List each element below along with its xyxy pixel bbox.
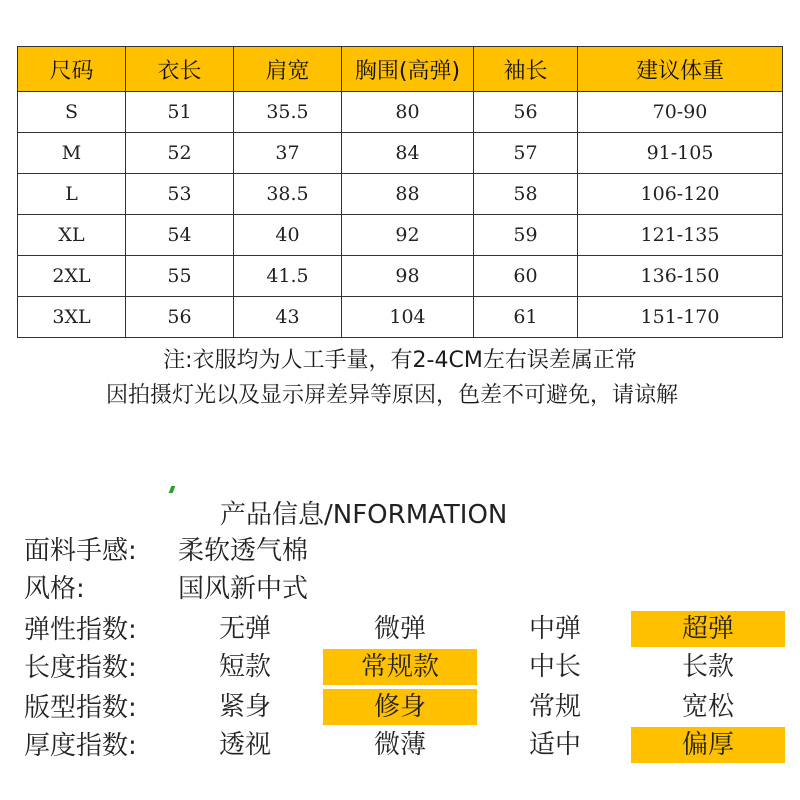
fit-option: 紧身 bbox=[218, 692, 271, 722]
header-length: 衣长 bbox=[126, 47, 234, 92]
cell-chest: 92 bbox=[342, 215, 474, 256]
style-value: 国风新中式 bbox=[178, 574, 309, 604]
elasticity-option: 微弹 bbox=[373, 614, 426, 644]
header-size: 尺码 bbox=[18, 47, 126, 92]
cell-weight: 136-150 bbox=[578, 256, 783, 297]
cell-sleeve: 59 bbox=[474, 215, 578, 256]
cell-shoulder: 41.5 bbox=[234, 256, 342, 297]
cell-length: 55 bbox=[126, 256, 234, 297]
cell-size: XL bbox=[18, 215, 126, 256]
table-row bbox=[18, 92, 783, 133]
length-option: 常规款 bbox=[323, 649, 477, 685]
elasticity-index-row bbox=[0, 611, 800, 649]
cell-shoulder: 37 bbox=[234, 133, 342, 174]
cell-length: 54 bbox=[126, 215, 234, 256]
elasticity-option: 中弹 bbox=[528, 614, 581, 644]
header-weight: 建议体重 bbox=[578, 47, 783, 92]
length-option: 长款 bbox=[681, 652, 734, 682]
table-row bbox=[18, 215, 783, 256]
cell-size: L bbox=[18, 174, 126, 215]
cell-sleeve: 56 bbox=[474, 92, 578, 133]
fabric-value: 柔软透气棉 bbox=[178, 536, 309, 566]
length-index-label: 长度指数: bbox=[24, 653, 137, 683]
fabric-label: 面料手感: bbox=[24, 536, 137, 566]
size-chart-table bbox=[17, 46, 783, 338]
cell-weight: 70-90 bbox=[578, 92, 783, 133]
cell-size: S bbox=[18, 92, 126, 133]
thickness-index-label: 厚度指数: bbox=[24, 731, 137, 761]
measurement-note: 注:衣服均为人工手量，有2-4CM左右误差属正常 bbox=[163, 348, 637, 373]
product-info-title: 产品信息/NFORMATION bbox=[220, 500, 508, 530]
cell-sleeve: 57 bbox=[474, 133, 578, 174]
cell-weight: 106-120 bbox=[578, 174, 783, 215]
cell-length: 52 bbox=[126, 133, 234, 174]
cell-sleeve: 58 bbox=[474, 174, 578, 215]
cell-chest: 80 bbox=[342, 92, 474, 133]
cell-size: 3XL bbox=[18, 297, 126, 338]
fit-index-row bbox=[0, 689, 800, 727]
size-table-header-row bbox=[18, 47, 783, 92]
cell-weight: 91-105 bbox=[578, 133, 783, 174]
elasticity-option: 超弹 bbox=[631, 611, 785, 647]
cell-sleeve: 60 bbox=[474, 256, 578, 297]
thickness-option: 透视 bbox=[218, 730, 271, 760]
cell-shoulder: 43 bbox=[234, 297, 342, 338]
cell-weight: 151-170 bbox=[578, 297, 783, 338]
fit-option: 修身 bbox=[323, 689, 477, 725]
fit-option: 常规 bbox=[528, 692, 581, 722]
table-row bbox=[18, 256, 783, 297]
elasticity-index-label: 弹性指数: bbox=[24, 615, 137, 645]
thickness-option: 微薄 bbox=[373, 730, 426, 760]
cell-length: 51 bbox=[126, 92, 234, 133]
header-shoulder: 肩宽 bbox=[234, 47, 342, 92]
table-row bbox=[18, 174, 783, 215]
cell-shoulder: 38.5 bbox=[234, 174, 342, 215]
header-chest: 胸围(高弹) bbox=[342, 47, 474, 92]
cell-length: 53 bbox=[126, 174, 234, 215]
cell-size: M bbox=[18, 133, 126, 174]
thickness-option: 偏厚 bbox=[631, 727, 785, 763]
table-row bbox=[18, 133, 783, 174]
length-index-row bbox=[0, 649, 800, 687]
cell-chest: 84 bbox=[342, 133, 474, 174]
cell-length: 56 bbox=[126, 297, 234, 338]
fit-index-label: 版型指数: bbox=[24, 693, 137, 723]
cell-shoulder: 35.5 bbox=[234, 92, 342, 133]
elasticity-option: 无弹 bbox=[218, 614, 271, 644]
cell-chest: 104 bbox=[342, 297, 474, 338]
cell-weight: 121-135 bbox=[578, 215, 783, 256]
length-option: 短款 bbox=[218, 652, 271, 682]
length-option: 中长 bbox=[528, 652, 581, 682]
green-tick-mark bbox=[169, 486, 176, 493]
thickness-index-row bbox=[0, 727, 800, 765]
cell-shoulder: 40 bbox=[234, 215, 342, 256]
cell-sleeve: 61 bbox=[474, 297, 578, 338]
header-sleeve: 袖长 bbox=[474, 47, 578, 92]
thickness-option: 适中 bbox=[528, 730, 581, 760]
cell-size: 2XL bbox=[18, 256, 126, 297]
cell-chest: 98 bbox=[342, 256, 474, 297]
cell-chest: 88 bbox=[342, 174, 474, 215]
style-label: 风格: bbox=[24, 574, 85, 604]
table-row bbox=[18, 297, 783, 338]
color-difference-note: 因拍摄灯光以及显示屏差异等原因，色差不可避免，请谅解 bbox=[105, 383, 678, 408]
fit-option: 宽松 bbox=[681, 692, 734, 722]
